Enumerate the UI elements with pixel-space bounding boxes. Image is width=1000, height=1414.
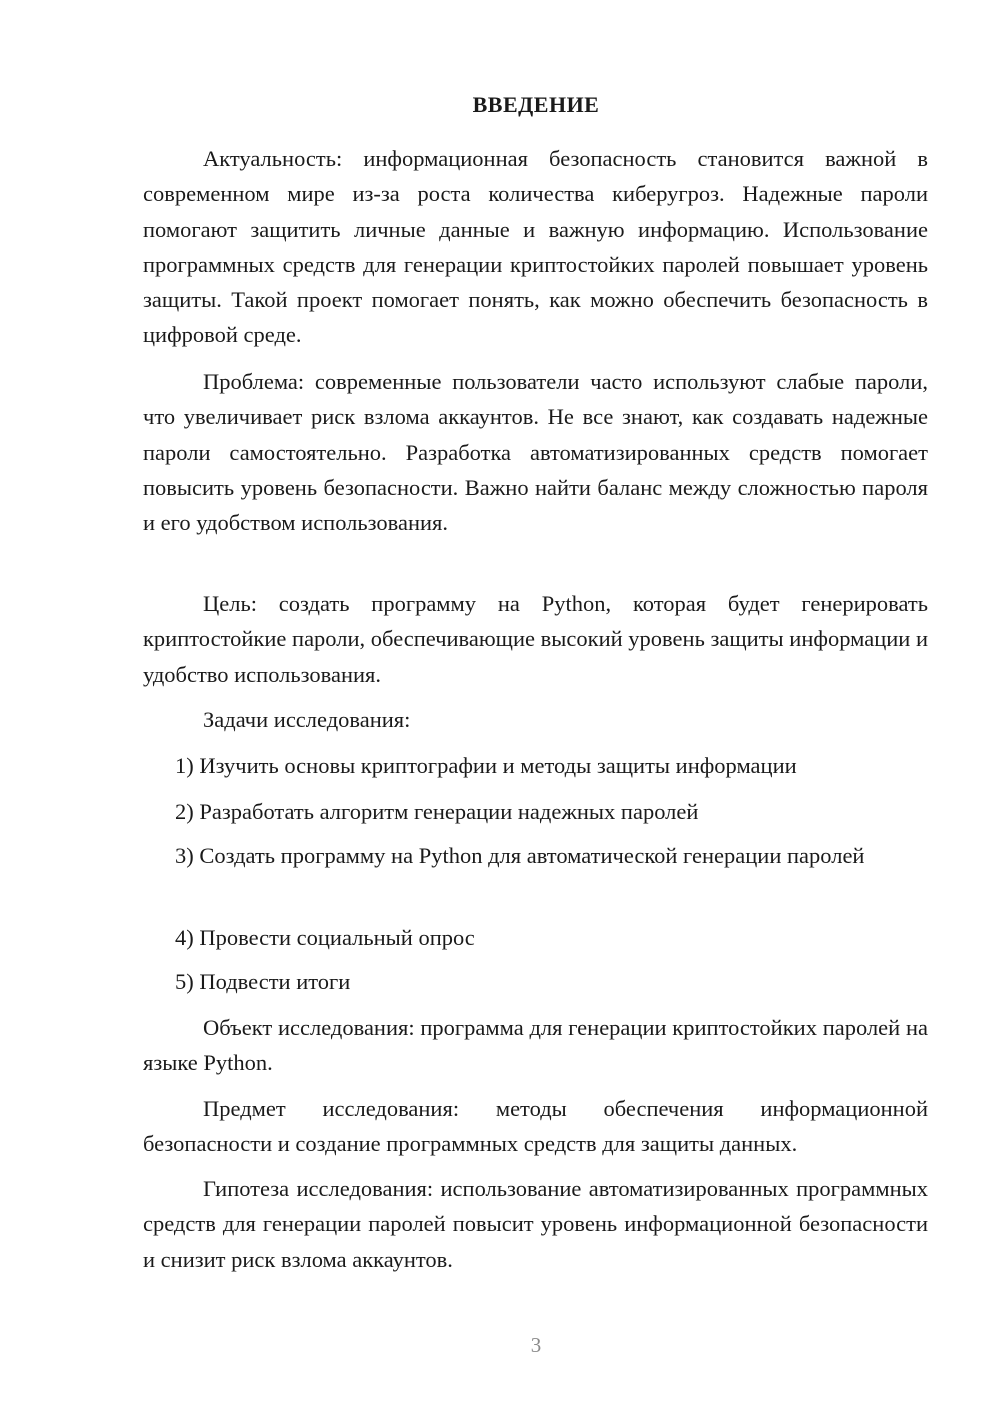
paragraph-goal: Цель: создать программу на Python, которая будет генерировать криптостойкие пароли, обеспечивающие высокий уровень защиты информации и удобство использования. [143,591,928,687]
task-item-3: 3) Создать программу на Python для автоматической генерации паролей [175,843,865,868]
paragraph-hypothesis: Гипотеза исследования: использование автоматизированных программных средств для генерации паролей повысит уровень информационной безопасности и снизит риск взлома аккаунтов. [143,1176,928,1272]
task-item-1: 1) Изучить основы криптографии и методы защиты информации [175,753,797,778]
paragraph-problem: Проблема: современные пользователи часто используют слабые пароли, что увеличивает риск взлома аккаунтов. Не все знают, как создавать надежные пароли самостоятельно. Разработка автоматизированных средств помогает повысить уровень безопасности. Важно найти баланс между сложностью пароля и его удобством использования. [143,369,928,536]
task-item-4: 4) Провести социальный опрос [175,925,475,950]
paragraph-tasks-title: Задачи исследования: [203,707,411,732]
paragraph-relevance: Актуальность: информационная безопасность становится важной в современном мире из-за роста количества киберугроз. Надежные пароли помогают защитить личные данные и важную информацию. Использование программных средств для генерации криптостойких паролей повышает уровень защиты. Такой проект помогает понять, как можно обеспечить безопасность в цифровой среде. [143,146,928,348]
page-heading: ВВЕДЕНИЕ [472,92,600,117]
page-number: 3 [530,1333,542,1357]
paragraph-subject: Предмет исследования: методы обеспечения информационной безопасности и создание программных средств для защиты данных. [143,1096,928,1157]
task-item-2: 2) Разработать алгоритм генерации надежных паролей [175,799,699,824]
paragraph-object: Объект исследования: программа для генерации криптостойких паролей на языке Python. [143,1015,928,1076]
task-item-5: 5) Подвести итоги [175,969,351,994]
